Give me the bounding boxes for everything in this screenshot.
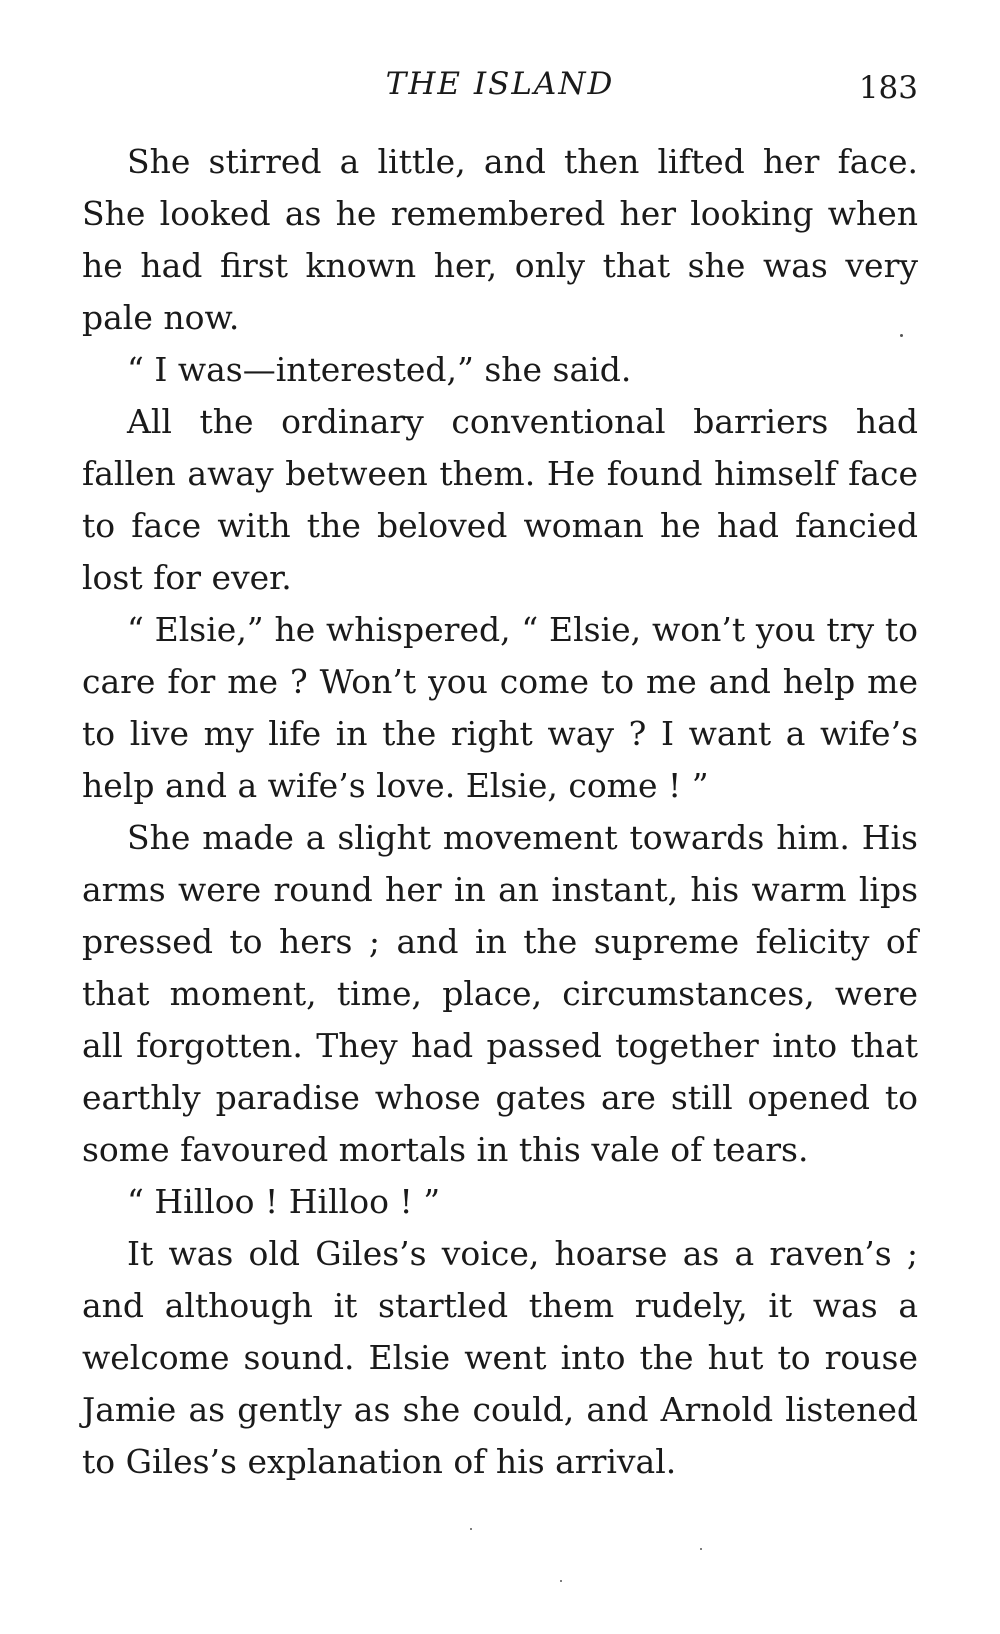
paragraph: It was old Giles’s voice, hoarse as a raven’s ; and although it startled them rudely, it was a welcome sound. Elsie went into the hut to rouse Jamie as gently as she could, and Arnold listened to Giles’s explanation of his arrival. bbox=[82, 1234, 918, 1481]
paragraph: “ Elsie,” he whispered, “ Elsie, won’t you try to care for me ? Won’t you come to me and help me to live my life in the right way ? I want a wife’s help and a wife’s love. Elsie, come ! ” bbox=[82, 610, 918, 805]
paper-speck bbox=[900, 334, 903, 337]
paper-speck bbox=[470, 1528, 472, 1530]
paragraph: All the ordinary conventional barriers had fallen away between them. He found himself face to face with the beloved woman he had fancied lost for ever. bbox=[82, 402, 918, 597]
page-number: 183 bbox=[858, 70, 918, 106]
paper-speck bbox=[560, 1580, 562, 1582]
running-header bbox=[82, 62, 918, 106]
paragraph: She stirred a little, and then lifted her face. She looked as he remembered her looking when he had first known her, only that she was very pale now. bbox=[82, 142, 918, 337]
running-title: THE ISLAND bbox=[385, 66, 615, 102]
paper-speck bbox=[700, 1548, 702, 1550]
paragraph: “ Hilloo ! Hilloo ! ” bbox=[127, 1182, 441, 1221]
paragraph: “ I was—interested,” she said. bbox=[127, 350, 632, 389]
body-text bbox=[82, 136, 918, 1488]
paragraph: She made a slight movement towards him. His arms were round her in an instant, his warm lips pressed to hers ; and in the supreme felicity of that moment, time, place, circumstances, were all forgotten. They had passed together into that earthly paradise whose gates are still opened to some favoured mortals in this vale of tears. bbox=[82, 818, 918, 1169]
